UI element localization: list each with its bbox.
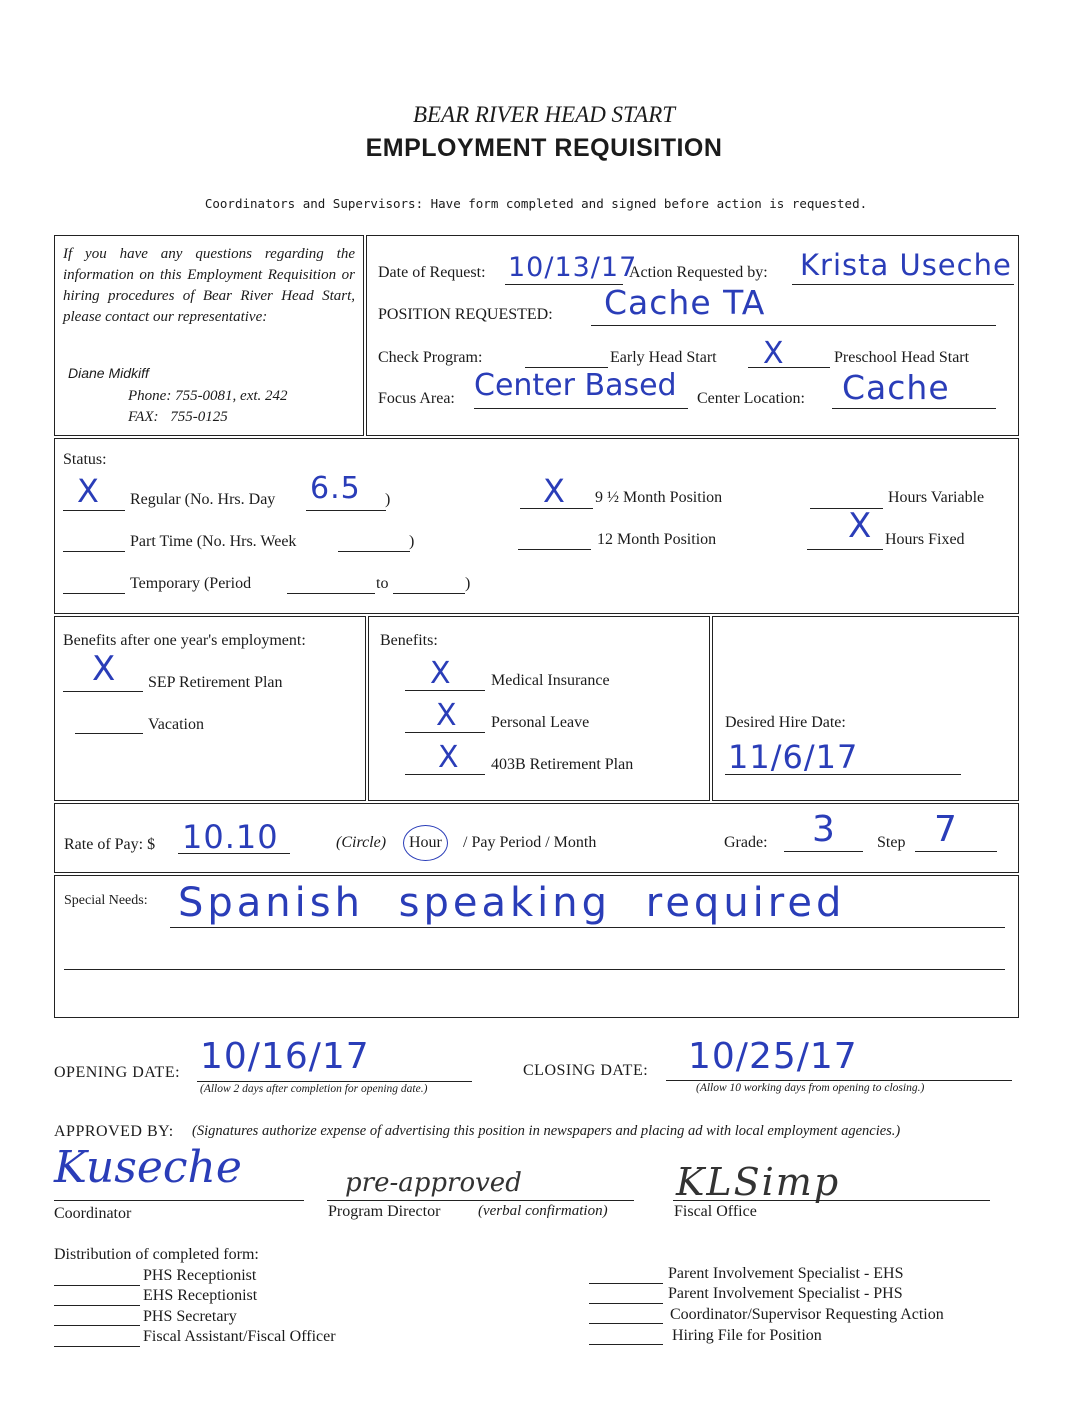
sep-label: SEP Retirement Plan bbox=[148, 674, 283, 691]
distribution-left-item: EHS Receptionist bbox=[143, 1287, 258, 1304]
action-requested-value: Krista Useche bbox=[800, 248, 1012, 282]
part-time-label: Part Time (No. Hrs. Week bbox=[130, 533, 297, 550]
closing-date-value: 10/25/17 bbox=[688, 1036, 858, 1077]
hours-variable-label: Hours Variable bbox=[888, 489, 985, 506]
temporary-label: Temporary (Period bbox=[130, 575, 252, 592]
month-9-5-label: 9 ½ Month Position bbox=[595, 489, 723, 506]
date-of-request-value: 10/13/17 bbox=[508, 252, 638, 283]
approved-by-note: (Signatures authorize expense of advertising this position in newspapers and placing ad with local employment agencies.) bbox=[192, 1123, 901, 1139]
distribution-left-item: PHS Receptionist bbox=[143, 1267, 257, 1284]
check-program-label: Check Program: bbox=[378, 349, 483, 366]
position-requested-label: POSITION REQUESTED: bbox=[378, 306, 553, 323]
contact-name: Diane Midkiff bbox=[68, 365, 149, 381]
regular-mark: X bbox=[77, 472, 100, 510]
month-9-5-mark: X bbox=[543, 472, 566, 510]
status-label: Status: bbox=[63, 451, 107, 468]
focus-area-value: Center Based bbox=[474, 368, 677, 403]
director-note: (verbal confirmation) bbox=[478, 1203, 608, 1219]
coordinator-signature: Kuseche bbox=[54, 1142, 242, 1193]
contact-note: If you have any questions regarding the information on this Employment Requisition or hiring procedures of Bear River Head Start, please contact our representative: bbox=[63, 246, 355, 325]
rate-of-pay-label: Rate of Pay: $ bbox=[64, 836, 156, 853]
contact-fax: FAX: 755-0125 bbox=[128, 409, 228, 425]
special-needs-value: Spanish speaking required bbox=[178, 880, 846, 926]
regular-close: ) bbox=[385, 491, 391, 508]
grade-value: 3 bbox=[812, 809, 836, 850]
form-instruction: Coordinators and Supervisors: Have form completed and signed before action is requested. bbox=[204, 196, 868, 211]
distribution-right-item: Parent Involvement Specialist - PHS bbox=[668, 1285, 903, 1302]
center-location-value: Cache bbox=[842, 368, 950, 407]
coordinator-label: Coordinator bbox=[54, 1205, 132, 1222]
early-head-start-label: Early Head Start bbox=[610, 349, 717, 366]
closing-date-note: (Allow 10 working days from opening to closing.) bbox=[696, 1082, 925, 1094]
step-label: Step bbox=[877, 834, 906, 851]
hire-date-label: Desired Hire Date: bbox=[725, 714, 846, 731]
fiscal-signature: KLSimp bbox=[676, 1160, 841, 1204]
grade-label: Grade: bbox=[724, 834, 768, 851]
step-value: 7 bbox=[934, 809, 958, 850]
temporary-to: to bbox=[376, 575, 389, 592]
hours-fixed-label: Hours Fixed bbox=[885, 531, 965, 548]
distribution-right-item: Coordinator/Supervisor Requesting Action bbox=[670, 1306, 944, 1323]
rate-of-pay-value: 10.10 bbox=[182, 818, 279, 856]
position-requested-value: Cache TA bbox=[604, 283, 766, 322]
personal-leave-label: Personal Leave bbox=[491, 714, 590, 731]
opening-date-note: (Allow 2 days after completion for opening date.) bbox=[200, 1083, 428, 1095]
special-needs-label: Special Needs: bbox=[64, 893, 148, 908]
preschool-head-start-mark: X bbox=[763, 336, 785, 371]
hours-fixed-mark: X bbox=[848, 506, 873, 546]
distribution-left-item: Fiscal Assistant/Fiscal Officer bbox=[143, 1328, 336, 1345]
hire-date-value: 11/6/17 bbox=[728, 738, 859, 776]
fiscal-label: Fiscal Office bbox=[674, 1203, 757, 1220]
r403-label: 403B Retirement Plan bbox=[491, 756, 634, 773]
director-signature: pre-approved bbox=[345, 1168, 522, 1198]
pay-period-label: / Pay Period / Month bbox=[463, 834, 597, 851]
preschool-head-start-label: Preschool Head Start bbox=[834, 349, 970, 366]
regular-label: Regular (No. Hrs. Day bbox=[130, 491, 276, 508]
director-label: Program Director bbox=[328, 1203, 441, 1220]
vacation-label: Vacation bbox=[148, 716, 204, 733]
hour-option: Hour bbox=[403, 825, 448, 861]
center-location-label: Center Location: bbox=[697, 390, 805, 407]
opening-date-label: OPENING DATE: bbox=[54, 1064, 181, 1081]
date-of-request-label: Date of Request: bbox=[378, 264, 486, 281]
closing-date-label: CLOSING DATE: bbox=[523, 1062, 649, 1079]
benefits-after-label: Benefits after one year's employment: bbox=[63, 632, 306, 649]
org-name: BEAR RIVER HEAD START bbox=[412, 102, 676, 127]
opening-date-value: 10/16/17 bbox=[200, 1036, 370, 1077]
contact-phone: Phone: 755-0081, ext. 242 bbox=[128, 388, 288, 404]
distribution-right-item: Parent Involvement Specialist - EHS bbox=[668, 1265, 904, 1282]
regular-hours: 6.5 bbox=[310, 471, 361, 506]
circle-label: (Circle) bbox=[336, 834, 387, 851]
distribution-right-item: Hiring File for Position bbox=[672, 1327, 822, 1344]
form-title: EMPLOYMENT REQUISITION bbox=[365, 134, 723, 162]
distribution-left-item: PHS Secretary bbox=[143, 1308, 237, 1325]
focus-area-label: Focus Area: bbox=[378, 390, 455, 407]
part-time-close: ) bbox=[409, 533, 415, 550]
medical-mark: X bbox=[430, 656, 452, 691]
personal-leave-mark: X bbox=[436, 698, 458, 733]
temporary-close: ) bbox=[465, 575, 471, 592]
approved-by-label: APPROVED BY: bbox=[54, 1123, 174, 1140]
action-requested-label: Action Requested by: bbox=[629, 264, 768, 281]
distribution-label: Distribution of completed form: bbox=[54, 1246, 259, 1263]
r403-mark: X bbox=[438, 740, 460, 775]
benefits-label: Benefits: bbox=[380, 632, 438, 649]
month-12-label: 12 Month Position bbox=[597, 531, 717, 548]
sep-mark: X bbox=[92, 649, 117, 689]
medical-label: Medical Insurance bbox=[491, 672, 610, 689]
